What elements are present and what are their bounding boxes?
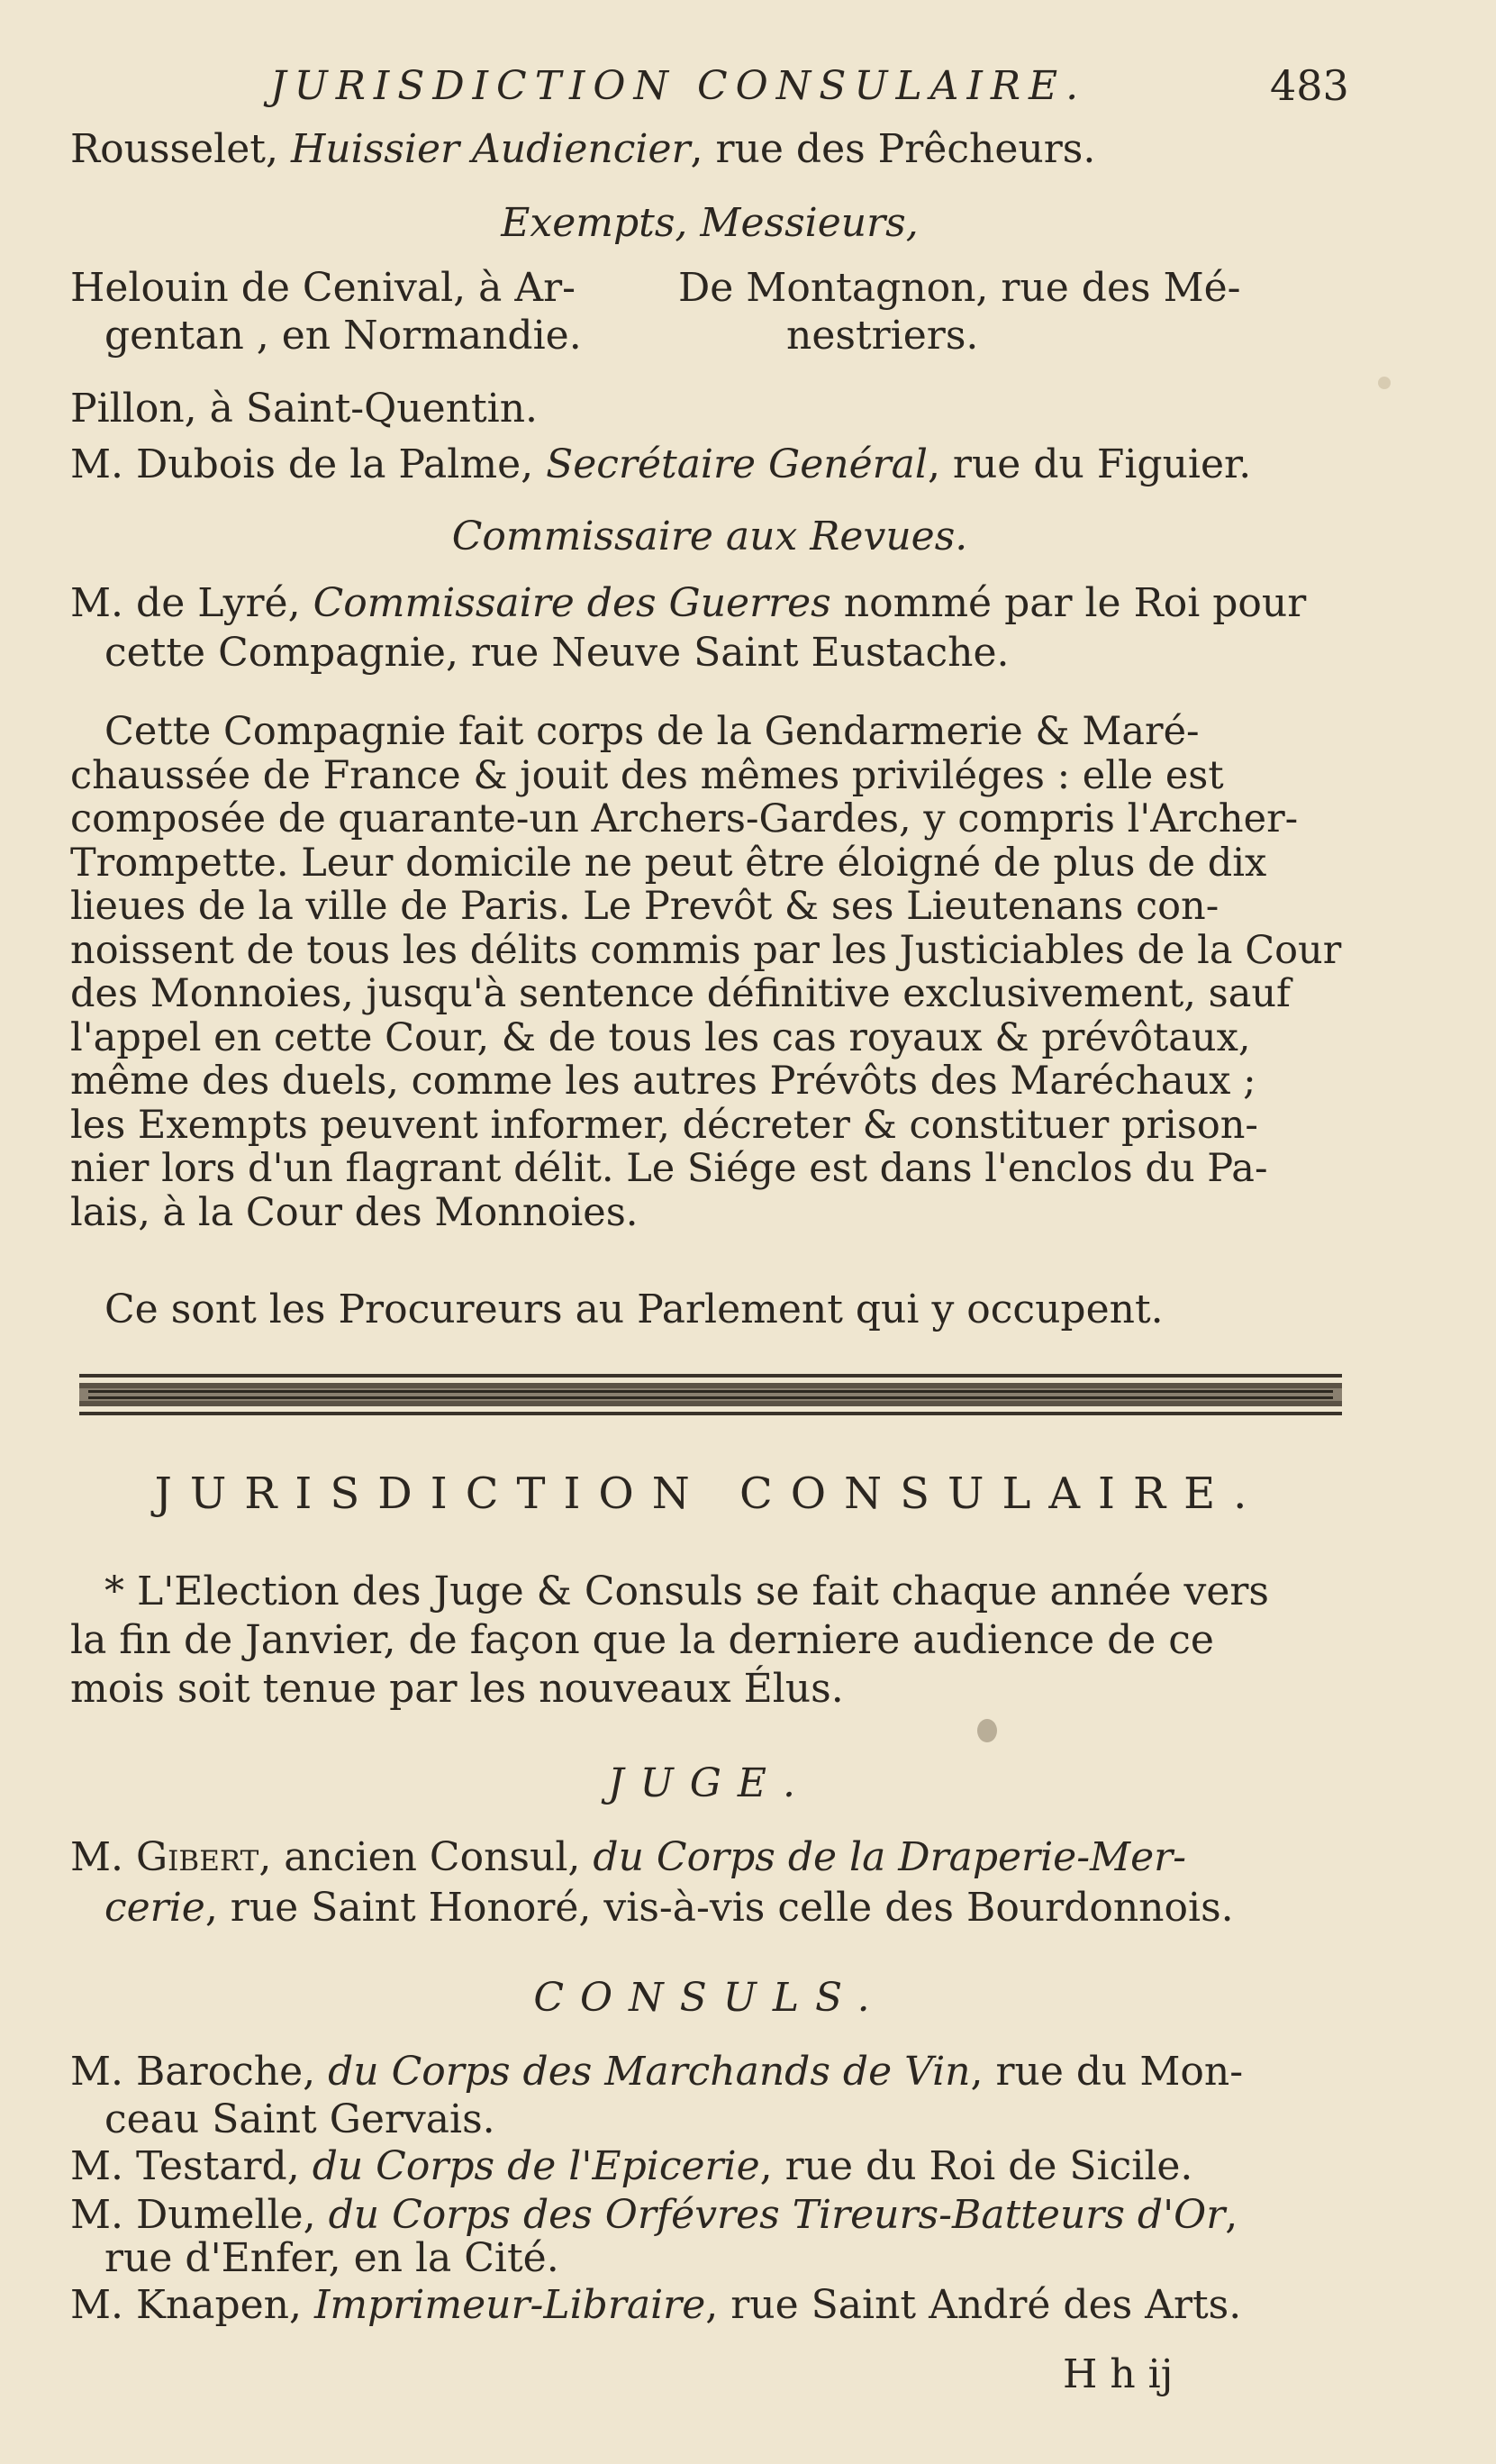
dubois-role: Secrétaire Genéral bbox=[546, 441, 928, 487]
consul-knapen bbox=[70, 2279, 1349, 2332]
gibert-name: M. Gibert bbox=[70, 1834, 259, 1880]
page-number: 483 bbox=[1270, 61, 1349, 110]
gibert-title: , ancien Consul, bbox=[258, 1834, 581, 1880]
commissaire-heading: Commissaire aux Revues. bbox=[451, 514, 968, 559]
exempt-montagnon-2: nestriers. bbox=[786, 313, 979, 359]
dubois-line bbox=[70, 438, 1349, 492]
lyre-entry bbox=[70, 577, 1349, 676]
dumelle-comma: , bbox=[1225, 2192, 1238, 2238]
para-line: Cette Compagnie fait corps de la Gendarmerie & Maré- bbox=[104, 709, 1200, 754]
exempt-montagnon-1: De Montagnon, rue des Mé- bbox=[678, 265, 1241, 311]
consuls-heading: CONSULS. bbox=[533, 1975, 886, 2021]
gibert-corps: du Corps de la Draperie-Mer- bbox=[593, 1834, 1187, 1880]
running-title: JURISDICTION CONSULAIRE. bbox=[270, 63, 1087, 109]
rousselet-address: , rue des Prêcheurs. bbox=[690, 126, 1096, 172]
dubois-name: M. Dubois de la Palme, bbox=[70, 441, 534, 487]
exempt-helouin-1: Helouin de Cenival, à Ar- bbox=[70, 265, 576, 311]
para-line: même des duels, comme les autres Prévôts des Maréchaux ; bbox=[70, 1059, 1256, 1104]
baroche-address: , rue du Mon- bbox=[970, 2049, 1244, 2095]
dumelle-corps: du Corps des Orfévres Tireurs-Batteurs d'Or bbox=[328, 2192, 1226, 2238]
lyre-name: M. de Lyré, bbox=[70, 580, 301, 626]
ornament-divider bbox=[79, 1374, 1342, 1419]
lyre-address: cette Compagnie, rue Neuve Saint Eustache. bbox=[104, 630, 1010, 676]
gibert-address: , rue Saint Honoré, vis-à-vis celle des Bourdonnois. bbox=[204, 1885, 1234, 1931]
consul-testard bbox=[70, 2141, 1349, 2193]
gibert-corps-cont: cerie bbox=[104, 1885, 205, 1931]
para-line: composée de quarante-un Archers-Gardes, y compris l'Archer- bbox=[70, 796, 1299, 841]
consul-dumelle bbox=[70, 2193, 1349, 2238]
para-line: l'appel en cette Cour, & de tous les cas royaux & prévôtaux, bbox=[70, 1014, 1251, 1060]
knapen-name: M. Knapen, bbox=[70, 2282, 302, 2328]
exempt-helouin-2: gentan , en Normandie. bbox=[104, 313, 582, 359]
consuls-list bbox=[70, 2045, 1349, 2332]
testard-name: M. Testard, bbox=[70, 2143, 300, 2189]
para-line: nier lors d'un flagrant délit. Le Siége est dans l'enclos du Pa- bbox=[70, 1146, 1268, 1191]
procureurs-line: Ce sont les Procureurs au Parlement qui y occupent. bbox=[104, 1287, 1164, 1332]
rousselet-name: Rousselet bbox=[70, 126, 266, 172]
juge-heading: JUGE. bbox=[608, 1760, 811, 1806]
para-line: lieues de la ville de Paris. Le Prevôt & ses Lieutenans con- bbox=[70, 884, 1219, 929]
dumelle-address: rue d'Enfer, en la Cité. bbox=[104, 2235, 559, 2281]
baroche-name: M. Baroche, bbox=[70, 2049, 316, 2095]
compagnie-paragraph bbox=[70, 710, 1349, 1234]
rousselet-role: Huissier Audiencier bbox=[290, 126, 691, 172]
signature-mark: H h ij bbox=[1063, 2351, 1174, 2397]
dubois-address: , rue du Figuier. bbox=[927, 441, 1252, 487]
knapen-address: , rue Saint André des Arts. bbox=[705, 2282, 1242, 2328]
para-line: chaussée de France & jouit des mêmes priviléges : elle est bbox=[70, 752, 1224, 798]
exempts-list bbox=[70, 261, 1349, 378]
dumelle-name: M. Dumelle, bbox=[70, 2192, 316, 2238]
para-line: Trompette. Leur domicile ne peut être éloigné de plus de dix bbox=[70, 840, 1267, 886]
election-line-2: la fin de Janvier, de façon que la derniere audience de ce bbox=[70, 1617, 1214, 1663]
baroche-corps: du Corps des Marchands de Vin bbox=[328, 2049, 971, 2095]
testard-address: , rue du Roi de Sicile. bbox=[759, 2143, 1193, 2189]
election-line-3: mois soit tenue par les nouveaux Élus. bbox=[70, 1666, 844, 1712]
para-line: des Monnoies, jusqu'à sentence définitive exclusivement, sauf bbox=[70, 971, 1291, 1016]
lyre-appointment: nommé par le Roi pour bbox=[843, 580, 1307, 626]
gibert-entry bbox=[70, 1831, 1349, 1932]
election-note bbox=[70, 1568, 1349, 1714]
testard-corps: du Corps de l'Epicerie bbox=[312, 2143, 760, 2189]
knapen-corps: Imprimeur-Libraire bbox=[314, 2282, 706, 2328]
exempt-pillon: Pillon, à Saint-Quentin. bbox=[70, 386, 539, 432]
para-line: les Exempts peuvent informer, décreter & constituer prison- bbox=[70, 1102, 1258, 1148]
election-line-1: * L'Election des Juge & Consuls se fait chaque année vers bbox=[104, 1568, 1269, 1614]
section-title: JURISDICTION CONSULAIRE. bbox=[154, 1468, 1265, 1519]
exempts-heading: Exempts, Messieurs, bbox=[501, 200, 919, 246]
para-line: noissent de tous les délits commis par les Justiciables de la Cour bbox=[70, 927, 1342, 973]
lyre-role: Commissaire des Guerres bbox=[313, 580, 831, 626]
rousselet-line: Rousselet, Huissier Audiencier, rue des Prêcheurs. bbox=[70, 126, 1096, 172]
consul-baroche bbox=[70, 2045, 1349, 2099]
paper-stain bbox=[1378, 377, 1391, 389]
baroche-address-cont: ceau Saint Gervais. bbox=[104, 2096, 495, 2142]
paper-stain bbox=[977, 1719, 997, 1742]
para-line: lais, à la Cour des Monnoies. bbox=[70, 1189, 639, 1235]
